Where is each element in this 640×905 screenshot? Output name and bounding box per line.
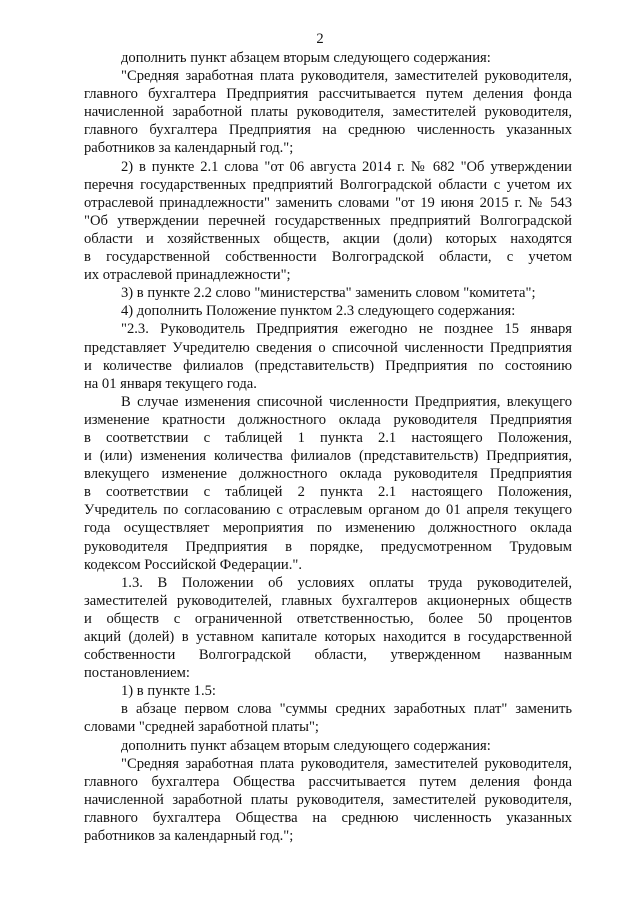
- text-line: дополнить пункт абзацем вторым следующего содержания:: [121, 50, 491, 66]
- text-line: начисленной заработной платы руководителя, заместителей руководителя,: [84, 104, 572, 121]
- text-line: Учредитель по согласованию с отраслевым органом до 01 апреля текущего: [84, 502, 572, 519]
- text-line: собственности Волгоградской области, утвержденном названным: [84, 647, 572, 664]
- text-line: "2.3. Руководитель Предприятия ежегодно не позднее 15 января: [121, 321, 572, 338]
- text-line: и количестве филиалов (представительств) Предприятия по состоянию: [84, 357, 572, 374]
- text-line: в государственной собственности Волгоградской области, с учетом: [84, 249, 572, 266]
- text-line: 3) в пункте 2.2 слово "министерства" заменить словом "комитета";: [121, 285, 536, 302]
- text-line: 1.3. В Положении об условиях оплаты труда руководителей,: [121, 574, 572, 591]
- text-line: 1) в пункте 1.5:: [121, 683, 216, 700]
- text-line: кодексом Российской Федерации.".: [84, 556, 302, 573]
- text-line: словами "средней заработной платы";: [84, 719, 319, 736]
- text-line: "Об утверждении перечней государственных предприятий Волгоградской: [84, 212, 572, 229]
- text-line: представляет Учредителю сведения о списочной численности Предприятия: [84, 339, 572, 356]
- text-line: изменение кратности должностного оклада руководителя Предприятия: [84, 411, 572, 428]
- text-line: 2) в пункте 2.1 слова "от 06 августа 2014 г. № 682 "Об утверждении: [121, 158, 572, 175]
- text-line: В случае изменения списочной численности Предприятия, влекущего: [121, 393, 572, 410]
- text-line: в соответствии с таблицей 2 пункта 2.1 настоящего Положения,: [84, 484, 572, 501]
- text-line: на 01 января текущего года.: [84, 375, 257, 392]
- page-number: 2: [316, 31, 324, 47]
- text-line: и (или) изменения количества филиалов (представительств) Предприятия,: [84, 448, 572, 465]
- text-line: главного бухгалтера Предприятия рассчитывается путем деления фонда: [84, 86, 572, 103]
- text-line: постановлением:: [84, 665, 190, 682]
- text-line: акций (долей) в уставном капитале которых находится в государственной: [84, 629, 572, 645]
- text-line: и обществ с ограниченной ответственностью, более 50 процентов: [84, 610, 572, 627]
- text-line: работников за календарный год.";: [84, 140, 294, 157]
- text-line: заместителей руководителей, главных бухгалтеров акционерных обществ: [84, 592, 572, 609]
- text-line: "Средняя заработная плата руководителя, заместителей руководителя,: [121, 755, 572, 772]
- text-line: работников за календарный год.";: [84, 828, 294, 845]
- text-line: главного бухгалтера Общества рассчитывается путем деления фонда: [84, 773, 572, 790]
- text-line: отраслевой принадлежности" заменить словами "от 19 июня 2015 г. № 543: [84, 194, 572, 211]
- text-line: "Средняя заработная плата руководителя, заместителей руководителя,: [121, 68, 572, 85]
- text-line: начисленной заработной платы руководителя, заместителей руководителя,: [84, 791, 572, 808]
- text-line: руководителя Предприятия в порядке, предусмотренном Трудовым: [84, 538, 572, 555]
- text-line: области и хозяйственных обществ, акции (доли) которых находятся: [84, 230, 572, 247]
- text-line: влекущего изменение должностного оклада руководителя Предприятия: [84, 466, 572, 483]
- text-line: дополнить пункт абзацем вторым следующего содержания:: [121, 737, 491, 754]
- text-line: в соответствии с таблицей 1 пункта 2.1 настоящего Положения,: [84, 429, 572, 446]
- text-line: главного бухгалтера Общества на среднюю численность указанных: [84, 809, 572, 826]
- text-line: перечня государственных предприятий Волгоградской области с учетом их: [84, 176, 572, 193]
- text-line: 4) дополнить Положение пунктом 2.3 следующего содержания:: [121, 303, 516, 320]
- text-line: их отраслевой принадлежности";: [84, 267, 291, 284]
- text-line: в абзаце первом слова "суммы средних заработных плат" заменить: [121, 701, 572, 718]
- text-line: года осуществляет мероприятия по изменению должностного оклада: [84, 520, 572, 537]
- text-line: главного бухгалтера Предприятия на среднюю численность указанных: [84, 122, 572, 139]
- document-body: [84, 49, 572, 845]
